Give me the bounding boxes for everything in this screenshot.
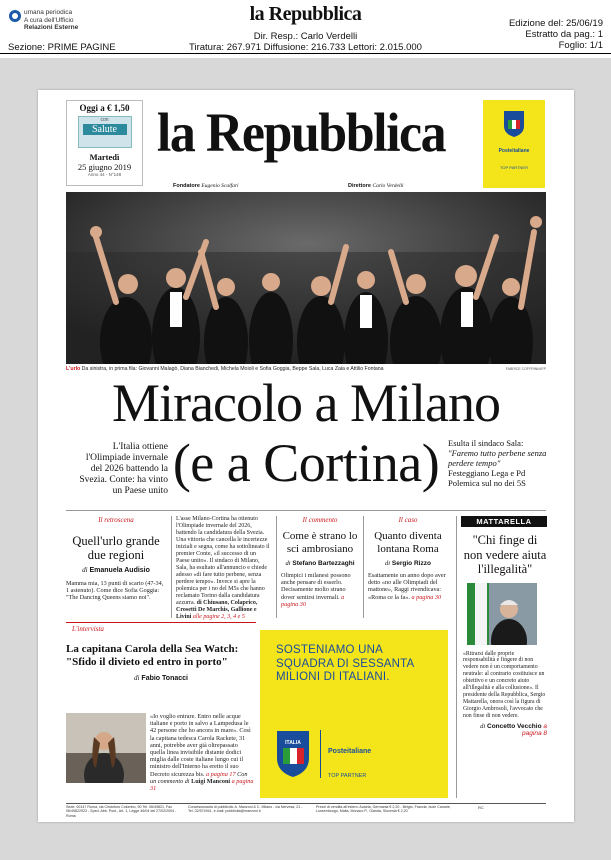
intervista-extra: Con un commento di [150,770,248,785]
publisher-line2: A cura dell'Ufficio [24,16,74,24]
mattarella-page: a pagina 8 [522,722,547,737]
footer-col2: Concessionaria di pubblicità: A. Manzoni & C. Milano - via Nervesa, 21 - Tel. 02/574941, e-mail: pubblicita@manzoni.it [188,805,303,814]
photo-credit: FABRICE COFFRINI/AFP [505,367,546,371]
front-masthead: la Repubblica [156,103,446,164]
supplement-name: Salute [83,124,127,135]
intervista-byline [66,674,256,682]
article-caso [368,516,448,601]
sponsor-brand: Posteitaliane [498,148,530,154]
ad-tag: TOP PARTNER [328,773,367,779]
caso-text: Esattamente un anno dopo aver detto «no alle Olimpiadi del mattone», Raggi rivendicava: «Roma ce la fa». [368,572,446,601]
ad-brand: Posteitaliane [328,748,372,755]
ad-text: SOSTENIAMO UNA SQUADRA DI SESSANTA MILIONI DI ITALIANI. [276,644,414,683]
clipping-edition: Edizione del: 25/06/19 [508,18,603,29]
caso-page: a pagina 30 [411,593,442,601]
ad-crest-word: ITALIA [285,740,301,746]
mattarella-quote: "Chi finge di non vedere aiuta l'illegalità" [463,533,547,576]
publisher-line1: umana periodica [24,9,73,16]
deck-right [448,438,558,488]
center-authors: di Chiusano, Colaprico, Crosetti De Marchis, Gallione e Livini [176,600,258,620]
caso-author: Sergio Rizzo [391,560,431,567]
commento-title: Come è strano lo sci ambrosiano [282,530,358,555]
front-page [38,90,574,822]
clipping-extract: Estratto da pag.: 1 [525,29,603,40]
director-line [348,183,404,189]
retroscena-author: Emanuela Audisio [89,567,150,574]
italia-crest-icon [503,110,525,138]
clipping-circulation: Tiratura: 267.971 Diffusione: 216.733 Lettori: 2.015.000 [189,42,422,53]
clipping-header [0,0,611,58]
footer-col1: Sede: 00147 Roma, via Cristoforo Colombo, 90 Tel. 06/49821, Fax 06/49822923 - Sped. Abb. Post., Art. 1, Legge 46/04 del 27/02/2004 - Roma [66,805,177,818]
article-mattarella [456,516,547,798]
commento-text-wrap [281,572,359,608]
intervista-page2: a pagina 31 [150,777,254,793]
mattarella-photo [467,583,537,645]
photo-caption-text: Da sinistra, in prima fila: Giovanni Malagò, Diana Bianchedi, Michela Moioli e Sofia Goggia, Beppe Sala, Luca Zaia e Attilio Fontana [81,366,384,372]
article-commento [281,516,359,608]
mattarella-author: Concetto Vecchio [487,722,542,730]
deck-right-quote: "Faremo tutto perbene senza perdere tempo" [448,448,547,468]
founder-label: Fondatore [173,183,200,189]
center-pages: alle pagine 2, 3, 4 e 5 [192,614,245,620]
retroscena-kicker: Il retroscena [98,516,134,524]
clipping-sheet: Foglio: 1/1 [558,40,603,51]
intervista-author-prefix: di [134,674,140,682]
founder-line [173,183,239,189]
mattarella-byline [463,723,547,737]
sponsor-tag: TOP PARTNER [500,165,528,170]
headline-line2: (e a Cortina) [172,433,440,493]
retroscena-author-prefix: di [82,566,88,574]
article-retroscena [66,516,166,602]
mattarella-text: «Ritrarsi dalle proprie responsabilità e fingere di non vedere non è un comportamento neutrale: al contrario costituisce un obiettivo e un concreto aiuto all'illegalità e alla collusione». Il presidente della Repubblica, Sergio Mattarella, onora così la figura di Giorgio Ambrosoli, l'avvocato che non finse di non vedere. [463,650,546,719]
date-box [66,100,143,186]
caso-text-wrap [368,572,448,601]
photo-caption-label: L'urlo [66,366,81,372]
caso-author-prefix: di [385,560,391,567]
mattarella-author-prefix: di [480,722,486,730]
director-name: Carlo Verdelli [372,183,404,189]
sponsor-box [483,100,545,188]
weekday: Martedì [89,152,120,162]
commento-author: Stefano Bartezzaghi [292,560,355,567]
footer-code: RC [478,805,484,810]
intervista-extra-author: Luigi Manconi [191,777,231,785]
date: 25 giugno 2019 [77,162,132,172]
article-intervista [66,625,256,682]
commento-text: Olimpici i milanesi possono anche pensare di esserlo. Decisamente molto strano dover sentirsi invernali. [281,572,351,601]
main-photo [66,192,546,364]
publisher-line3: Relazioni Esterne [24,24,79,31]
caso-byline [368,560,448,567]
commento-author-prefix: di [285,560,291,567]
deck-right-title: Esulta il sindaco Sala: [448,438,524,448]
poste-ad [260,630,448,798]
retroscena-byline [66,566,166,574]
intervista-text: «Io voglio entrare. Entro nelle acque italiane e porto in salvo a Lampedusa le 42 persone che ho ancora in mare». Così la capitana tedesca Carola Rackete, 31 anni, potrebbe aver già oltrepassato quella linea invisibile distante dodici miglia dalle coste italiane lungo cui il ministro dell'Interno ha eretto il suo Decreto sicurezza bis. [150,713,251,778]
director-label: Direttore [348,183,371,189]
retroscena-text: Mamma mia, 13 punti di scarto (47-34, 1 astenuto). Come dice Sofia Goggia: "The Dancing Queens siamo noi". [66,580,164,602]
supplement-box [78,116,132,148]
intervista-photo [66,713,146,783]
clipping-section: Sezione: PRIME PAGINE [8,42,116,53]
headline-line1: Miracolo a Milano [112,373,500,433]
clipping-masthead: la Repubblica [249,3,362,25]
deck-left: L'Italia ottiene l'Olimpiade invernale del 2026 battendo la Svezia. Conte: ha vinto un Paese unito [79,442,168,496]
intervista-kicker: L'intervista [72,625,104,633]
commento-kicker: Il commento [302,516,338,524]
center-text: L'asse Milano-Cortina ha ottenuto l'Olimpiade invernale del 2026, battendo la candidatura della Svezia. Una vittoria che cancella le incertezze iniziali e segna, come ha sottolineato il premier Conte, «il successo di un Paese unito». Il sindaco di Milano, Sala, ha esultato all'annuncio e chiede adesso «di fare tutto perbene, senza perdere tempo». Invece si apre la polemica per i no del M5s che hanno reclamato Torino dalla candidatura azzurra. [176,516,270,606]
intervista-page1: a pagina 17 [206,770,236,778]
clipping-director: Dir. Resp.: Carlo Verdelli [253,31,358,42]
commento-byline [281,560,359,567]
commento-page: a pagina 30 [281,593,345,608]
article-center [176,516,271,621]
intervista-title: La capitana Carola della Sea Watch: "Sfido il divieto ed entro in porto" [66,643,239,668]
footer-col3: Prezzi di vendita all'estero: Austria, Germania € 2,20 - Belgio, Francia, Isole Canarie, Lussemburgo, Malta, Monaco P., Olanda, Slovenia € 2,20 [316,805,451,814]
price: Oggi a € 1,50 [79,103,130,113]
intervista-author: Fabio Tonacci [141,675,188,682]
ad-italia-crest-icon [276,730,310,778]
mattarella-kicker: MATTARELLA [461,516,547,527]
deck-right-rest: Festeggiano Lega e Pd Polemica sul no dei 5S [448,468,526,488]
intervista-text-wrap [150,713,254,792]
caso-title: Quanto diventa lontana Roma [374,530,442,555]
issue: Anno 44 - N°148 [87,172,122,177]
caso-kicker: Il caso [398,516,418,524]
supplement-top: con [100,117,109,123]
retroscena-title: Quell'urlo grande due regioni [72,534,160,562]
founder-name: Eugenio Scalfari [201,183,239,189]
